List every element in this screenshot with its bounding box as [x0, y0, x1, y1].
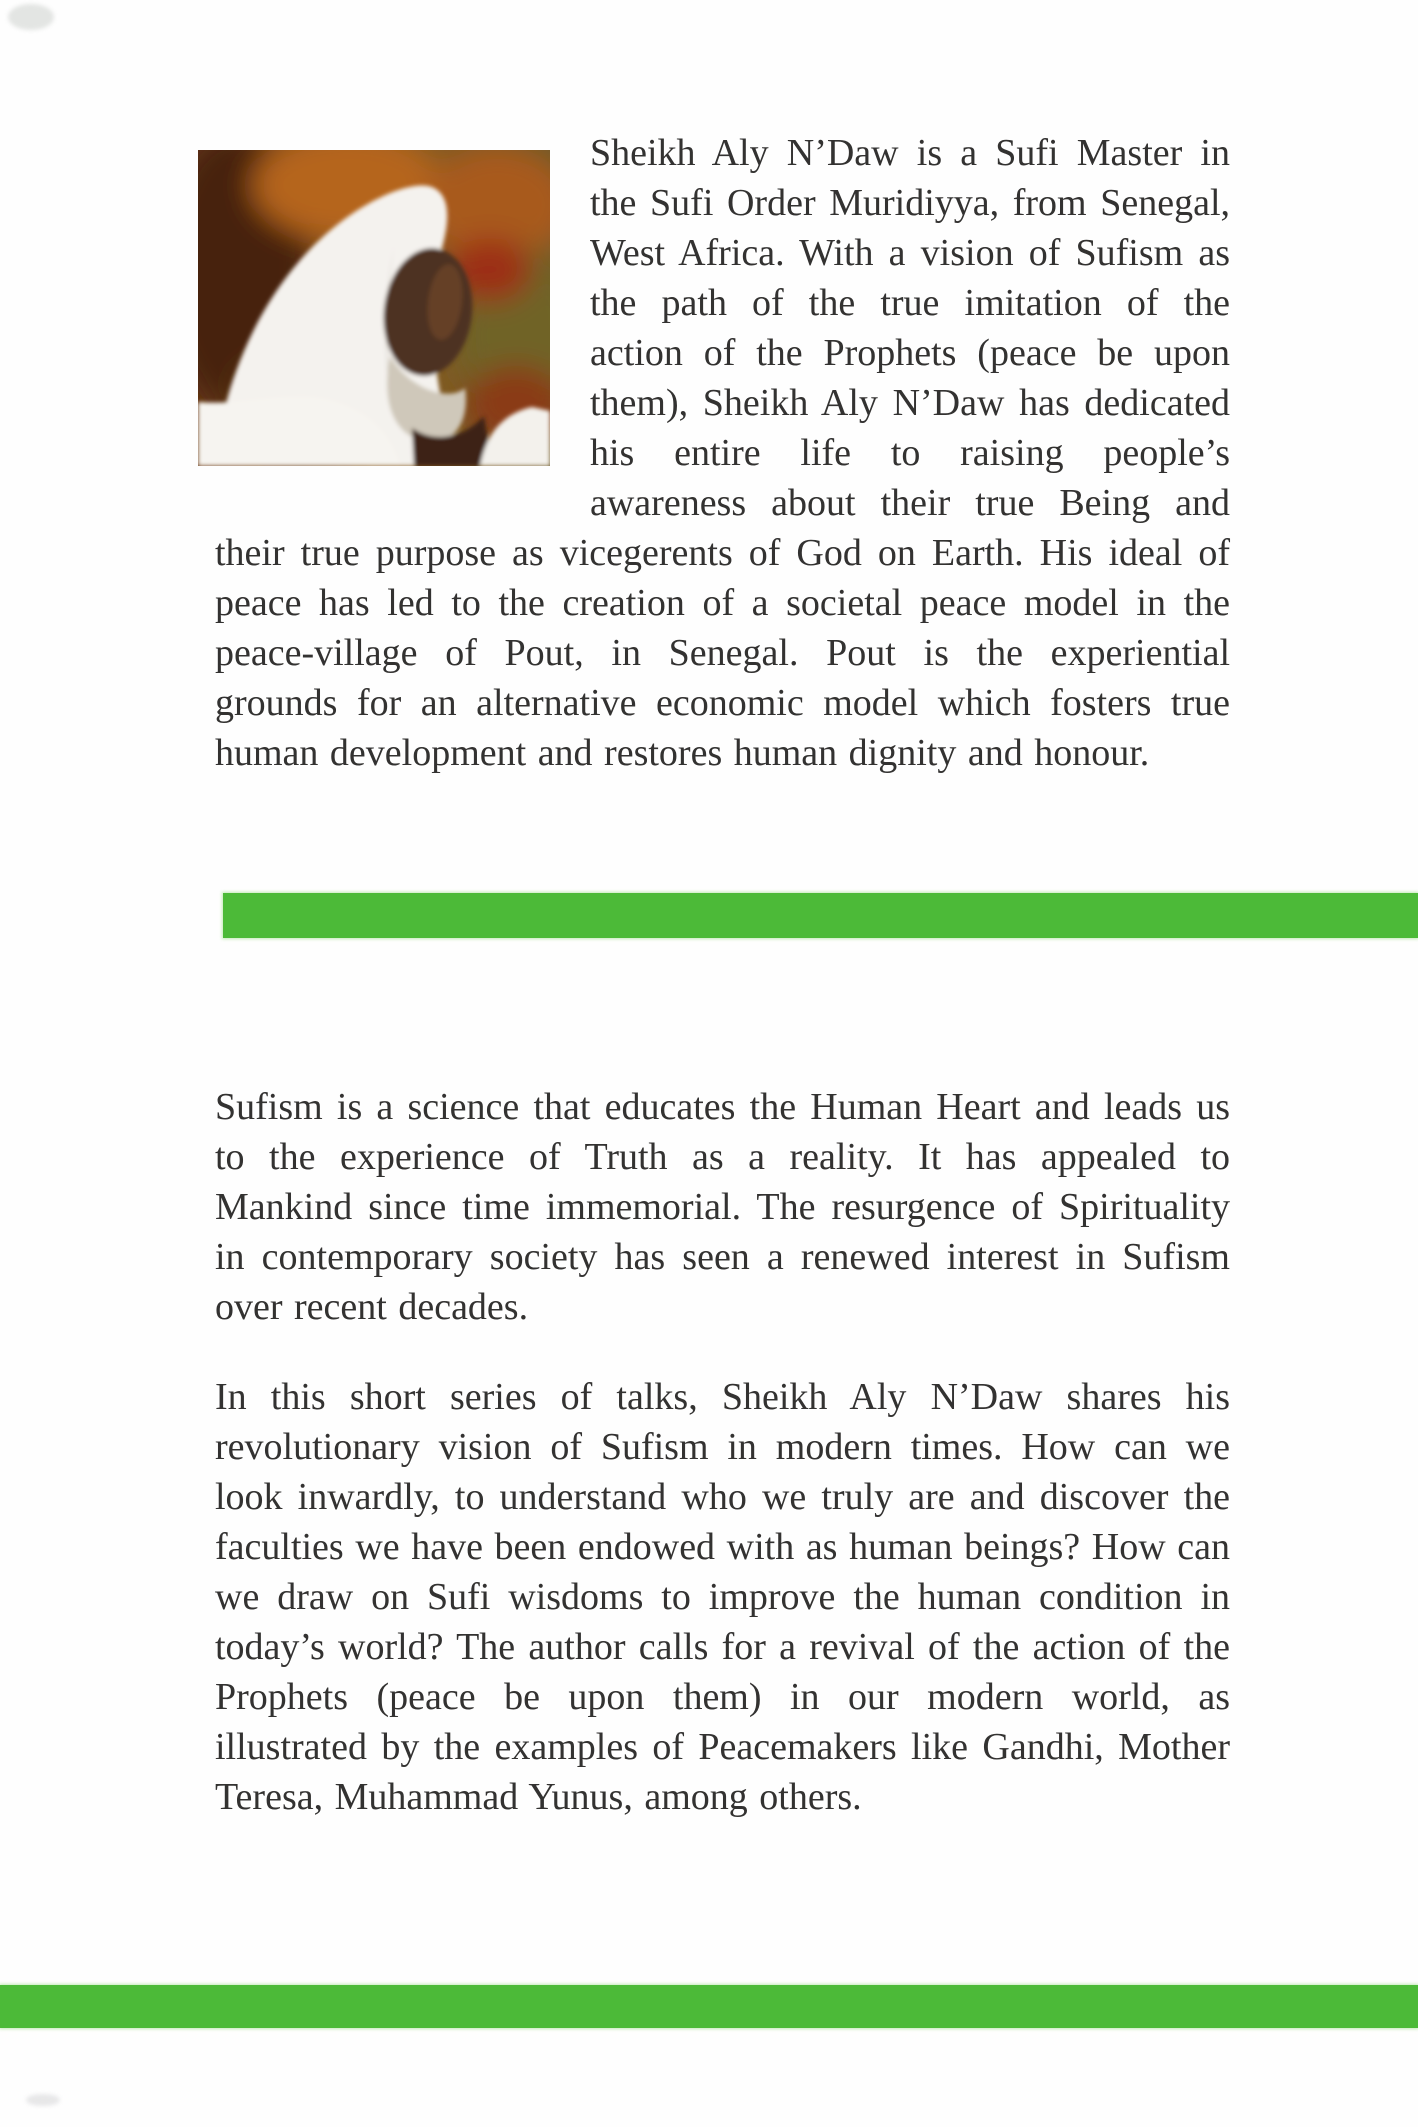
synopsis-paragraph-2: In this short series of talks, Sheikh Aly N’Daw shares his revolutionary vision of Sufism in modern times. How can we look inwardly, to understand who we truly are and discover the faculties we have been endowed with as human beings? How can we draw on Sufi wisdoms to improve the human condition in today’s world? The author calls for a revival of the action of the Prophets (peace be upon them) in our modern world, as illustrated by the examples of Peacemakers like Gandhi, Mother Teresa, Muhammad Yunus, among others.: [215, 1376, 1230, 1818]
synopsis-paragraph-1: Sufism is a science that educates the Human Heart and leads us to the experience of Truth as a reality. It has appealed to Mankind since time immemorial. The resurgence of Spirituality in contemporary society has seen a renewed interest in Sufism over recent decades.: [215, 1086, 1230, 1328]
author-portrait-image: [198, 150, 550, 466]
scan-artifact: [8, 4, 54, 30]
author-bio-section: [215, 128, 1230, 778]
author-photo: [198, 150, 550, 466]
author-bio-text: Sheikh Aly N’Daw is a Sufi Master in the Sufi Order Muridiyya, from Senegal, West Africa. With a vision of Sufism as the path of the true imitation of the action of the Prophets (peace be upon them), Sheikh Aly N’Daw has dedicated his entire life to raising people’s awareness about their true Being and their true purpose as vicegerents of God on Earth. His ideal of peace has led to the creation of a societal peace model in the peace-village of Pout, in Senegal. Pout is the experiential grounds for an alternative economic model which fosters true human development and restores human dignity and honour.: [215, 132, 1230, 774]
green-divider-bar-bottom: [0, 1985, 1418, 2028]
green-divider-bar-top: [223, 893, 1418, 938]
scan-artifact: [26, 2094, 60, 2106]
